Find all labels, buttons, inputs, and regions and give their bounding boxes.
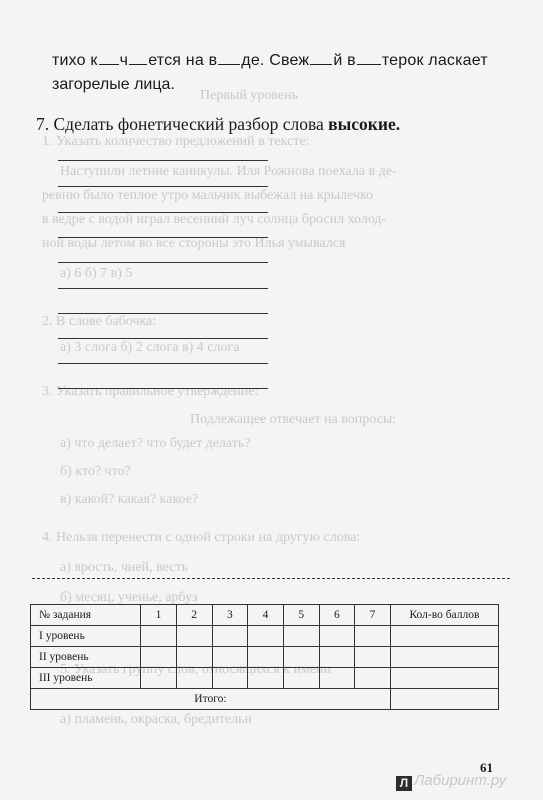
score-cell[interactable]: [248, 668, 284, 689]
header-task-number: № задания: [31, 605, 141, 626]
score-cell[interactable]: [212, 668, 248, 689]
table-row: [31, 626, 499, 647]
show-through-text: Подлежащее отвечает на вопросы:: [190, 412, 397, 427]
answer-line[interactable]: [58, 237, 268, 238]
answer-line[interactable]: [58, 160, 268, 161]
target-word: высокие.: [328, 114, 401, 134]
score-cell[interactable]: [176, 626, 212, 647]
total-cell[interactable]: [390, 689, 498, 710]
row-label: III уровень: [31, 668, 141, 689]
header-total-points: Кол-во баллов: [390, 605, 498, 626]
score-cell[interactable]: [283, 626, 319, 647]
answer-line[interactable]: [58, 338, 268, 339]
score-cell[interactable]: [355, 647, 391, 668]
show-through-text: а) 6 б) 7 в) 5: [60, 266, 133, 281]
score-cell[interactable]: [212, 626, 248, 647]
score-cell[interactable]: [319, 668, 355, 689]
score-cell[interactable]: [319, 647, 355, 668]
cut-line: [32, 578, 510, 579]
show-through-text: в) какой? какая? какое?: [60, 492, 199, 507]
row-label: I уровень: [31, 626, 141, 647]
score-cell[interactable]: [141, 668, 177, 689]
page-number: 61: [480, 760, 493, 775]
score-cell[interactable]: [248, 647, 284, 668]
score-cell[interactable]: [355, 626, 391, 647]
answer-line[interactable]: [58, 212, 268, 213]
score-cell[interactable]: [212, 647, 248, 668]
show-through-text: а) ярость, чней, весть: [60, 560, 188, 575]
row-label: II уровень: [31, 647, 141, 668]
show-through-text: а) пламень, окраска, бредительн: [60, 712, 253, 727]
column-header: 5: [283, 605, 319, 626]
score-cell[interactable]: [283, 668, 319, 689]
letter-blank: [218, 50, 240, 65]
show-through-text: а) что делает? что будет делать?: [60, 436, 251, 451]
answer-line[interactable]: [58, 363, 268, 364]
answer-line[interactable]: [58, 262, 268, 263]
column-header: 4: [248, 605, 284, 626]
score-table: [30, 604, 499, 710]
letter-blank: [99, 50, 119, 65]
show-through-text: а) 3 слога б) 2 слога в) 4 слога: [60, 340, 240, 355]
show-through-text: б) месяц, ученье, арбуз: [60, 590, 198, 605]
score-cell[interactable]: [176, 647, 212, 668]
column-header: 2: [176, 605, 212, 626]
show-through-text: 1. Указать количество предложений в тексте:: [42, 134, 310, 149]
show-through-text: Первый уровень: [200, 88, 298, 103]
table-row: [31, 668, 499, 689]
show-through-text: 4. Нельзя перенести с одной строки на другую слова:: [42, 530, 361, 545]
show-through-text: ревню было теплое утро мальчик выбежал на крылечко: [42, 188, 374, 203]
score-cell[interactable]: [248, 626, 284, 647]
task-7-heading: 7. Сделать фонетический разбор слова высокие.: [36, 114, 401, 134]
show-through-text: 2. В слове бабочка:: [42, 314, 157, 329]
watermark: Л Лабиринт.ру: [396, 772, 506, 791]
score-cell[interactable]: [283, 647, 319, 668]
score-cell[interactable]: [176, 668, 212, 689]
column-header: 3: [212, 605, 248, 626]
show-through-text: ной воды летом во все стороны это Илья умывался: [42, 236, 346, 251]
show-through-text: 5. Указать группу слов, относящихся к имени: [60, 662, 332, 677]
letter-blank: [357, 50, 381, 65]
column-header: 6: [319, 605, 355, 626]
letter-blank: [310, 50, 332, 65]
answer-line[interactable]: [58, 313, 268, 314]
column-header: 7: [355, 605, 391, 626]
score-cell[interactable]: [355, 668, 391, 689]
table-total-row: [31, 689, 499, 710]
answer-line[interactable]: [58, 288, 268, 289]
total-label: Итого:: [31, 689, 391, 710]
table-row: [31, 647, 499, 668]
exercise-text-line-1: тихо к ч ется на в де. Свеж й в терок ласкает: [52, 52, 488, 69]
score-cell[interactable]: [141, 647, 177, 668]
score-cell[interactable]: [319, 626, 355, 647]
answer-line[interactable]: [58, 186, 268, 187]
labirint-logo-icon: Л: [396, 776, 412, 791]
show-through-text: 3. Указать правильное утверждение:: [42, 384, 259, 399]
letter-blank: [129, 50, 147, 65]
show-through-text: Наступили летние каникулы. Иля Рожнова поехала в де-: [60, 164, 397, 179]
exercise-text-line-2: загорелые лица.: [52, 76, 175, 93]
score-cell[interactable]: [390, 668, 498, 689]
score-cell[interactable]: [390, 626, 498, 647]
table-header-row: [31, 605, 499, 626]
show-through-text: б) кто? что?: [60, 464, 131, 479]
score-cell[interactable]: [390, 647, 498, 668]
score-cell[interactable]: [141, 626, 177, 647]
answer-line[interactable]: [58, 388, 268, 389]
column-header: 1: [141, 605, 177, 626]
show-through-text: в ведре с водой играл весенний луч солнца бросил холод-: [42, 212, 387, 227]
